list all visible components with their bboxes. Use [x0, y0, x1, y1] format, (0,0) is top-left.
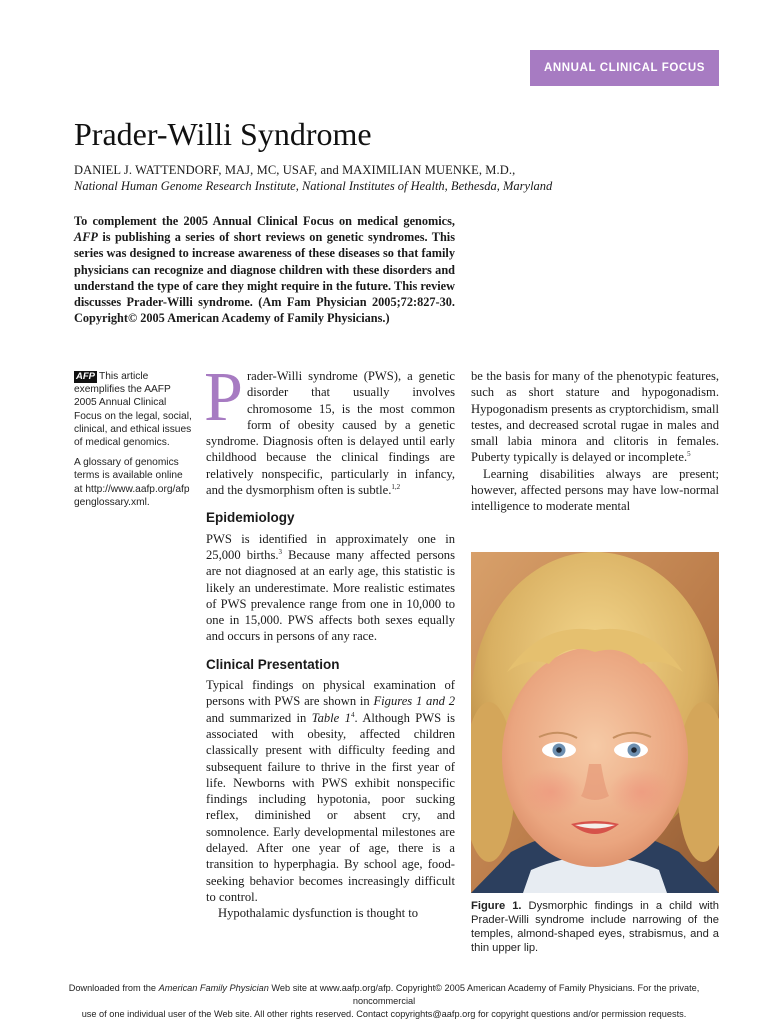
clin-figure-ref: Figures 1 and 2 — [373, 694, 455, 709]
drop-cap: P — [204, 359, 243, 436]
article-authors: DANIEL J. WATTENDORF, MAJ, MC, USAF, and MAXIMILIAN MUENKE, M.D., — [74, 163, 516, 177]
sidebar-note-1-text: This article exemplifies the AAFP 2005 Annual Clinical Focus on the legal, social, clinical, and ethical issues of medical genomics. — [74, 371, 192, 449]
article-abstract — [74, 213, 455, 326]
sidebar-note-1 — [74, 370, 194, 449]
abstract-part1: To complement the 2005 Annual Clinical Focus on medical genomics, — [74, 214, 455, 228]
clinical-presentation-heading: Clinical Presentation — [206, 656, 340, 672]
clin-ref: 4 — [350, 710, 355, 719]
figure-label: Figure 1. — [471, 900, 522, 912]
figure-caption-text: Dysmorphic findings in a child with Prader-Willi syndrome include narrowing of the temples, almond-shaped eyes, strabismus, and a thin upper lip. — [471, 900, 720, 954]
sidebar-note-2: A glossary of genomics terms is available online at http://www.aafp.org/afp genglossary.xml. — [74, 457, 190, 508]
page-footer — [40, 982, 728, 1021]
child-photo — [471, 552, 719, 893]
abstract-part2: is publishing a series of short reviews on genetic syndromes. This series was designed to increase awareness of these diseases so that family physicians can recognize and diagnose children with these disorders and understand the type of care they might require in the future. This review discusses Prader-Willi syndrome. (Am Fam Physician 2005;72:827-30. Copyright© 2005 American Academy of Family Physicians.) — [74, 230, 455, 326]
col2-paragraph-1 — [471, 368, 719, 466]
body-column-2 — [471, 368, 719, 515]
afp-logo: AFP — [76, 371, 95, 382]
clin-text-2: and summarized in — [206, 710, 312, 725]
footer-line-2: use of one individual user of the Web site. All other rights reserved. Contact copyrights@aafp.org for copyright questions and/or permission requests. — [81, 1009, 687, 1019]
article-affiliation: National Human Genome Research Institute, National Institutes of Health, Bethesda, Maryland — [74, 179, 553, 193]
clin-text-3: . Although PWS is associated with obesity, affected children classically present with difficulty feeding and subsequent failure to thrive in the first year of life. Newborns with PWS exhibit nonspecific findings including hypotonia, poor sucking reflex, diminished or absent cry, and somnolence. Early developmental milestones are delayed. After one year of age, there is a transition to hyperphagia. By school age, food-seeking behavior becomes increasingly difficult to control. — [206, 710, 455, 904]
intro-ref: 1,2 — [391, 482, 401, 491]
sidebar-notes — [74, 370, 194, 516]
intro-paragraph — [204, 359, 455, 498]
footer-line-1b: Web site at www.aafp.org/afp. Copyright© 2005 American Academy of Family Physicians. For the private, noncommercial — [268, 983, 700, 1006]
section-tag: ANNUAL CLINICAL FOCUS — [530, 50, 719, 86]
clin-text-1: Typical findings on physical examination of persons with PWS are shown in — [206, 678, 455, 709]
footer-line-1a: Downloaded from the — [68, 983, 159, 993]
footer-line-1 — [40, 982, 728, 1008]
intro-text: rader-Willi syndrome (PWS), a genetic disorder that usually involves chromosome 15, is the most common form of obesity caused by a genetic syndrome. Diagnosis often is delayed until early childhood because the clinical findings are relatively nonspecific, particularly in infancy, and the dysmorphism often is subtle. — [206, 369, 455, 498]
clinical-paragraph — [206, 677, 455, 905]
footer-journal: American Family Physician — [158, 983, 269, 993]
epi-text-2: Because many affected persons are not diagnosed at an early age, this statistic is likely an underestimate. More realistic estimates of PWS prevalence range from one in 10,000 to one in 15,000. PWS affects both sexes equally and occurs in persons of any race. — [206, 547, 455, 644]
child-photo-illustration — [471, 552, 719, 893]
figure-caption — [471, 899, 719, 955]
clin-table-ref: Table 1 — [311, 710, 351, 725]
abstract-afp: AFP — [74, 230, 98, 245]
article-title: Prader-Willi Syndrome — [74, 116, 372, 152]
epidemiology-heading: Epidemiology — [206, 510, 295, 526]
body-column-1 — [204, 359, 455, 922]
col2-paragraph-2: Learning disabilities always are present; however, affected persons may have low-normal intelligence to moderate mental — [471, 466, 719, 514]
col2-ref: 5 — [687, 450, 691, 459]
col2-text-1: be the basis for many of the phenotypic features, such as short stature and hypogonadism. Hypogonadism presents as cryptorchidism, small testes, and decreased scrotal rugae in males and small labia minora and clitoris in females. Puberty typically is delayed or incomplete. — [471, 369, 719, 465]
epi-ref: 3 — [278, 547, 283, 556]
epi-text-1: PWS is identified in approximately one in 25,000 births. — [206, 531, 455, 562]
epidemiology-paragraph — [206, 531, 455, 645]
hypothalamic-paragraph: Hypothalamic dysfunction is thought to — [218, 906, 419, 921]
